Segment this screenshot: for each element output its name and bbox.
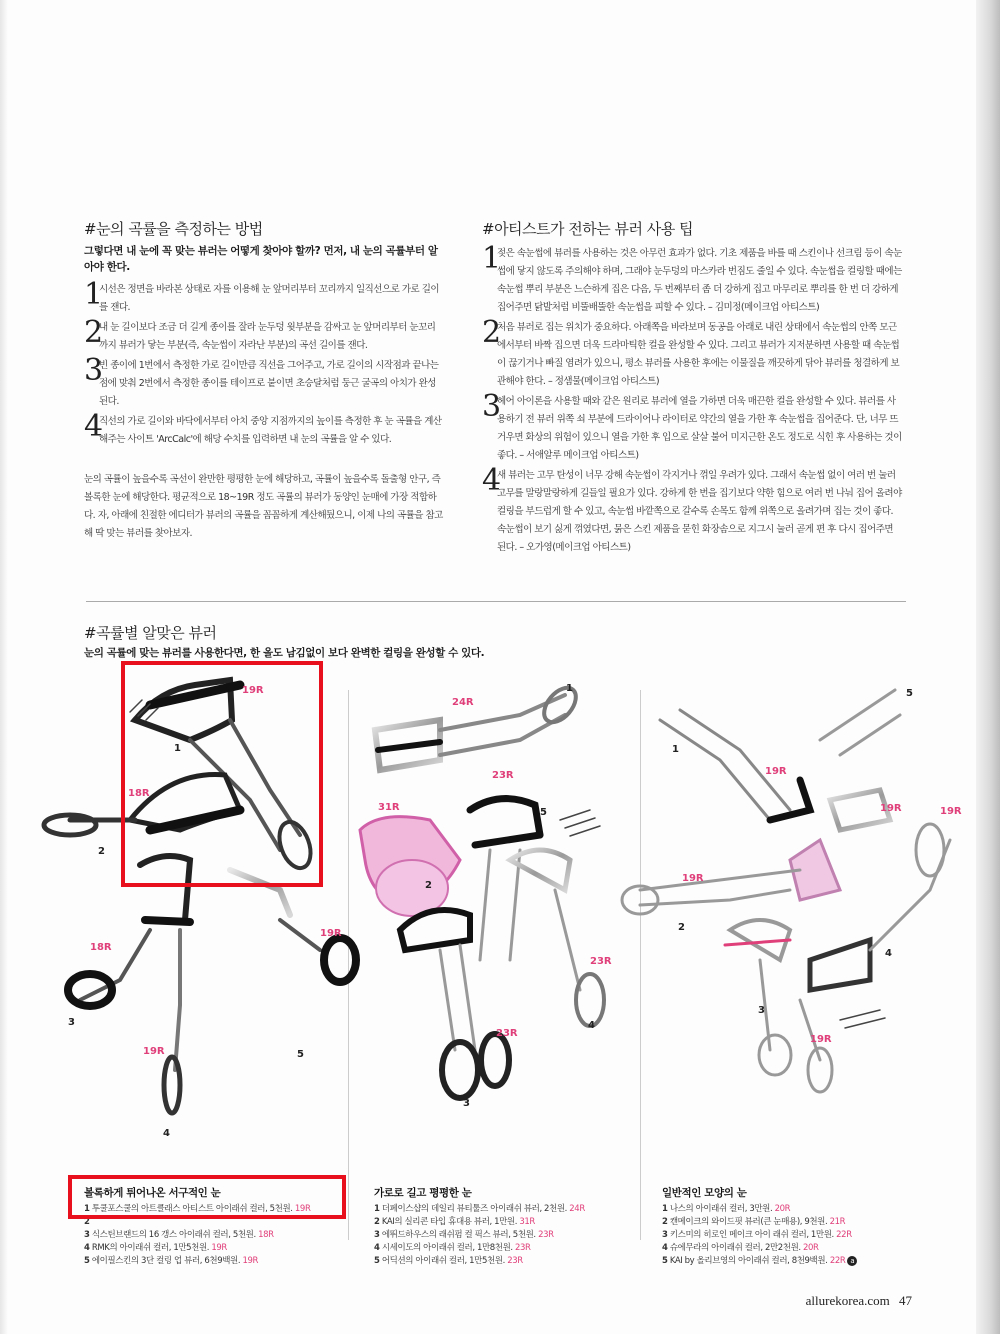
list-item: 1 나스의 아이래쉬 컬러, 3만원. 20R	[662, 1204, 791, 1214]
curler-group-middle	[360, 682, 604, 1098]
curve-label: 19R	[242, 685, 264, 696]
step-number: 4	[84, 409, 104, 444]
item-number: 2	[98, 846, 105, 857]
measure-step-2	[84, 315, 444, 355]
curve-label: 19R	[810, 1034, 832, 1045]
step-number: 2	[84, 315, 104, 350]
step-number: 3	[84, 353, 104, 388]
item-number: 1	[672, 744, 679, 755]
highlight-box-photo	[121, 661, 323, 887]
product-list-flat	[374, 1185, 634, 1268]
measure-section	[84, 218, 444, 543]
item-number: 2	[425, 880, 432, 891]
measure-step-4	[84, 409, 444, 449]
list-item: 1 더페이스샵의 데일리 뷰티툴즈 아이래쉬 뷰러, 2천원. 24R	[374, 1204, 585, 1214]
item-number: 4	[885, 948, 892, 959]
page-footer	[806, 1293, 912, 1309]
step-text: 젖은 속눈썹에 뷰러를 사용하는 것은 아무런 효과가 없다. 기초 제품을 바를 때 스킨이나 선크림 등이 속눈썹에 닿지 않도록 주의해야 하며, 그래야 눈두덩의 마스카라 번짐도 줄일 수 있다. 속눈썹을 컬링할 때에는 속눈썹 뿌리 부분은 느슨하게 집은 다음, 두 번째부터 좀 더 강하게 집고 마무리로 뿌리를 한 번 더 강하게 집어주면 닭발처럼 비뚤배뚤한 속눈썹을 피할 수 있다. – 김미정(메이크업 아티스트)	[497, 248, 902, 313]
list-item: 3 키스미의 히로인 메이크 아이 래쉬 컬러, 1만원. 22R	[662, 1230, 852, 1240]
step-number: 2	[482, 315, 502, 350]
step-number: 1	[482, 241, 502, 276]
section-divider	[86, 601, 906, 602]
tips-step-2	[482, 315, 902, 391]
tips-step-4	[482, 463, 902, 557]
step-number: 3	[482, 389, 502, 424]
measure-paragraph: 눈의 곡률이 높을수록 곡선이 완만한 평평한 눈에 해당하고, 곡률이 높을수록 돌출형 안구, 즉 볼록한 눈에 해당한다. 평균적으로 18~19R 정도 곡률의 뷰러가 동양인 눈매에 가장 적합하다. 자, 아래에 친절한 에디터가 뷰러의 곡률을 꼼꼼하게 계산해뒀으니, 이제 나의 곡률을 참고해 딱 맞는 뷰러를 찾아보자.	[84, 474, 443, 539]
item-number: 3	[758, 1005, 765, 1016]
highlight-box-list	[68, 1175, 346, 1219]
curve-label: 19R	[682, 873, 704, 884]
step-text: 새 뷰러는 고무 탄성이 너무 강해 속눈썹이 각지거나 꺾일 우려가 있다. 그래서 속눈썹 없이 여러 번 눌러 고무를 말랑말랑하게 길들일 필요가 있다. 강하게 한 번을 집기보다 약한 힘으로 여러 번 나눠 집어 올려야 컬링을 부드럽게 할 수 있고, 속눈썹 바깥쪽으로 갈수록 손목도 함께 위쪽으로 올려가며 집는 것이 좋다. 속눈썹이 보기 싫게 꺾였다면, 묽은 스킨 제품을 묻힌 화장솜으로 지그시 눌러 곧게 편 후 다시 집어주면 된다. – 오가영(메이크업 아티스트)	[497, 470, 902, 553]
curve-label: 18R	[128, 788, 150, 799]
step-number: 1	[84, 277, 104, 312]
step-text: 빈 종이에 1번에서 측정한 가로 길이만큼 직선을 그어주고, 가로 길이의 시작점과 끝나는 점에 맞춰 2번에서 측정한 종이를 테이프로 붙이면 초승달처럼 둥근 굴곡의 아치가 완성된다.	[99, 360, 439, 407]
item-number: 1	[566, 683, 573, 694]
allure-badge-icon: a	[847, 1256, 857, 1266]
item-number: 2	[678, 922, 685, 933]
item-number: 5	[906, 688, 913, 699]
list-item: 2 캔메이크의 와이드핏 뷰러(큰 눈매용), 9천원. 21R	[662, 1217, 846, 1227]
list-item: 4 슈에무라의 아이래쉬 컬러, 2만2천원. 20R	[662, 1243, 819, 1253]
item-number: 1	[174, 743, 181, 754]
item-number: 3	[68, 1017, 75, 1028]
page-number: 47	[899, 1293, 912, 1308]
footer-site: allurekorea.com	[805, 1293, 890, 1308]
measure-subtitle: 그렇다면 내 눈에 꼭 맞는 뷰러는 어떻게 찾아야 할까? 먼저, 내 눈의 곡률부터 알아야 한다.	[84, 245, 438, 273]
list-item: 2	[84, 1217, 90, 1227]
tips-title: #아티스트가 전하는 뷰러 사용 팁	[482, 220, 694, 238]
curve-label: 18R	[90, 942, 112, 953]
tips-step-3	[482, 389, 902, 465]
measure-step-3	[84, 353, 444, 411]
list-item: 4 RMK의 아이래쉬 컬러, 1만5천원. 19R	[84, 1243, 227, 1253]
curve-label: 23R	[590, 956, 612, 967]
list-item: 4 시세이도의 아이래쉬 컬러, 1만8천원. 23R	[374, 1243, 531, 1253]
list-item: 5 KAI by 올리브영의 아이래쉬 컬러, 8천9백원. 22R a	[662, 1255, 922, 1268]
by-curve-title: #곡률별 알맞은 뷰러	[84, 624, 217, 642]
step-text: 시선은 정면을 바라본 상태로 자를 이용해 눈 앞머리부터 꼬리까지 일직선으로 가로 길이를 잰다.	[99, 284, 440, 313]
tips-step-1	[482, 241, 902, 317]
by-curve-subtitle: 눈의 곡률에 맞는 뷰러를 사용한다면, 한 올도 남김없이 보다 완벽한 컬링을 완성할 수 있다.	[84, 647, 485, 659]
step-text: 직선의 가로 길이와 바닥에서부터 아치 중앙 지점까지의 높이를 측정한 후 눈 곡률을 계산해주는 사이트 'ArcCalc'에 해당 수치를 입력하면 내 눈의 곡률을 알 수 있다.	[99, 416, 442, 445]
step-text: 내 눈 길이보다 조금 더 길게 종이를 잘라 눈두덩 윗부분을 감싸고 눈 앞머리부터 눈꼬리까지 뷰러가 닿는 부분(즉, 속눈썹이 자라난 부분)의 곡선 길이를 잰다.	[99, 322, 436, 351]
step-text: 헤어 아이론을 사용할 때와 같은 원리로 뷰러에 열을 가하면 더욱 매끈한 컬을 완성할 수 있다. 뷰러를 사용하기 전 뷰러 위쪽 쇠 부분에 드라이어나 라이터로 약간의 열을 가한 후 속눈썹을 집어준다. 단, 너무 뜨거우면 화상의 위험이 있으니 열을 가한 후 입으로 살살 불어 미지근한 온도 정도로 식힌 후 사용하는 것이 좋다. – 서애알루 메이크업 아티스트)	[497, 396, 902, 461]
curve-label: 24R	[452, 697, 474, 708]
item-number: 5	[540, 807, 547, 818]
item-number: 3	[463, 1098, 470, 1109]
measure-step-1	[84, 277, 444, 317]
list-item: 5 어딕션의 아이래쉬 컬러, 1만5천원. 23R	[374, 1256, 523, 1266]
curve-label: 19R	[880, 803, 902, 814]
curve-label: 23R	[496, 1028, 518, 1039]
by-curve-section	[84, 622, 904, 661]
list-title: 볼록하게 튀어나온 서구적인 눈	[84, 1187, 221, 1199]
item-number: 4	[163, 1128, 170, 1139]
curve-label: 19R	[765, 766, 787, 777]
list-item: 3 식스틴브랜드의 16 갱스 아이래쉬 컬러, 5천원. 18R	[84, 1230, 274, 1240]
list-item: 3 에뛰드하우스의 래쉬펌 컬 픽스 뷰러, 5천원. 23R	[374, 1230, 554, 1240]
step-number: 4	[482, 463, 502, 498]
measure-title: #눈의 곡률을 측정하는 방법	[84, 220, 263, 238]
curve-label: 19R	[320, 928, 342, 939]
curve-label: 19R	[143, 1046, 165, 1057]
step-text: 처음 뷰러로 집는 위치가 중요하다. 아래쪽을 바라보며 동공을 아래로 내린 상태에서 속눈썹의 안쪽 모근에서부터 바짝 집으면 더욱 드라마틱한 컬을 완성할 수 있다. 그리고 뷰러가 지저분하면 사용할 때 속눈썹이 끊기거나 빠질 염려가 있으니, 평소 뷰러를 사용한 후에는 이물질을 깨끗하게 닦아 뷰러를 청결하게 보관해야 한다. – 정샘물(메이크업 아티스트)	[497, 322, 900, 387]
tips-section	[482, 218, 902, 557]
curve-label: 31R	[378, 802, 400, 813]
list-item: 2 KAI의 실리콘 타입 휴대용 뷰러, 1만원. 31R	[374, 1217, 535, 1227]
item-number: 5	[297, 1049, 304, 1060]
item-number: 4	[588, 1020, 595, 1031]
list-item: 5 에이필스킨의 3단 컬링 업 뷰러, 6천9백원. 19R	[84, 1256, 258, 1266]
list-title: 일반적인 모양의 눈	[662, 1187, 747, 1199]
product-list-normal	[662, 1185, 922, 1268]
list-title: 가로로 길고 평평한 눈	[374, 1187, 472, 1199]
list-item: 1 투쿨포스쿨의 아트클래스 아티스트 아이래쉬 컬러, 5천원. 19R	[84, 1204, 311, 1214]
curve-label: 23R	[492, 770, 514, 781]
curve-label: 19R	[940, 806, 962, 817]
